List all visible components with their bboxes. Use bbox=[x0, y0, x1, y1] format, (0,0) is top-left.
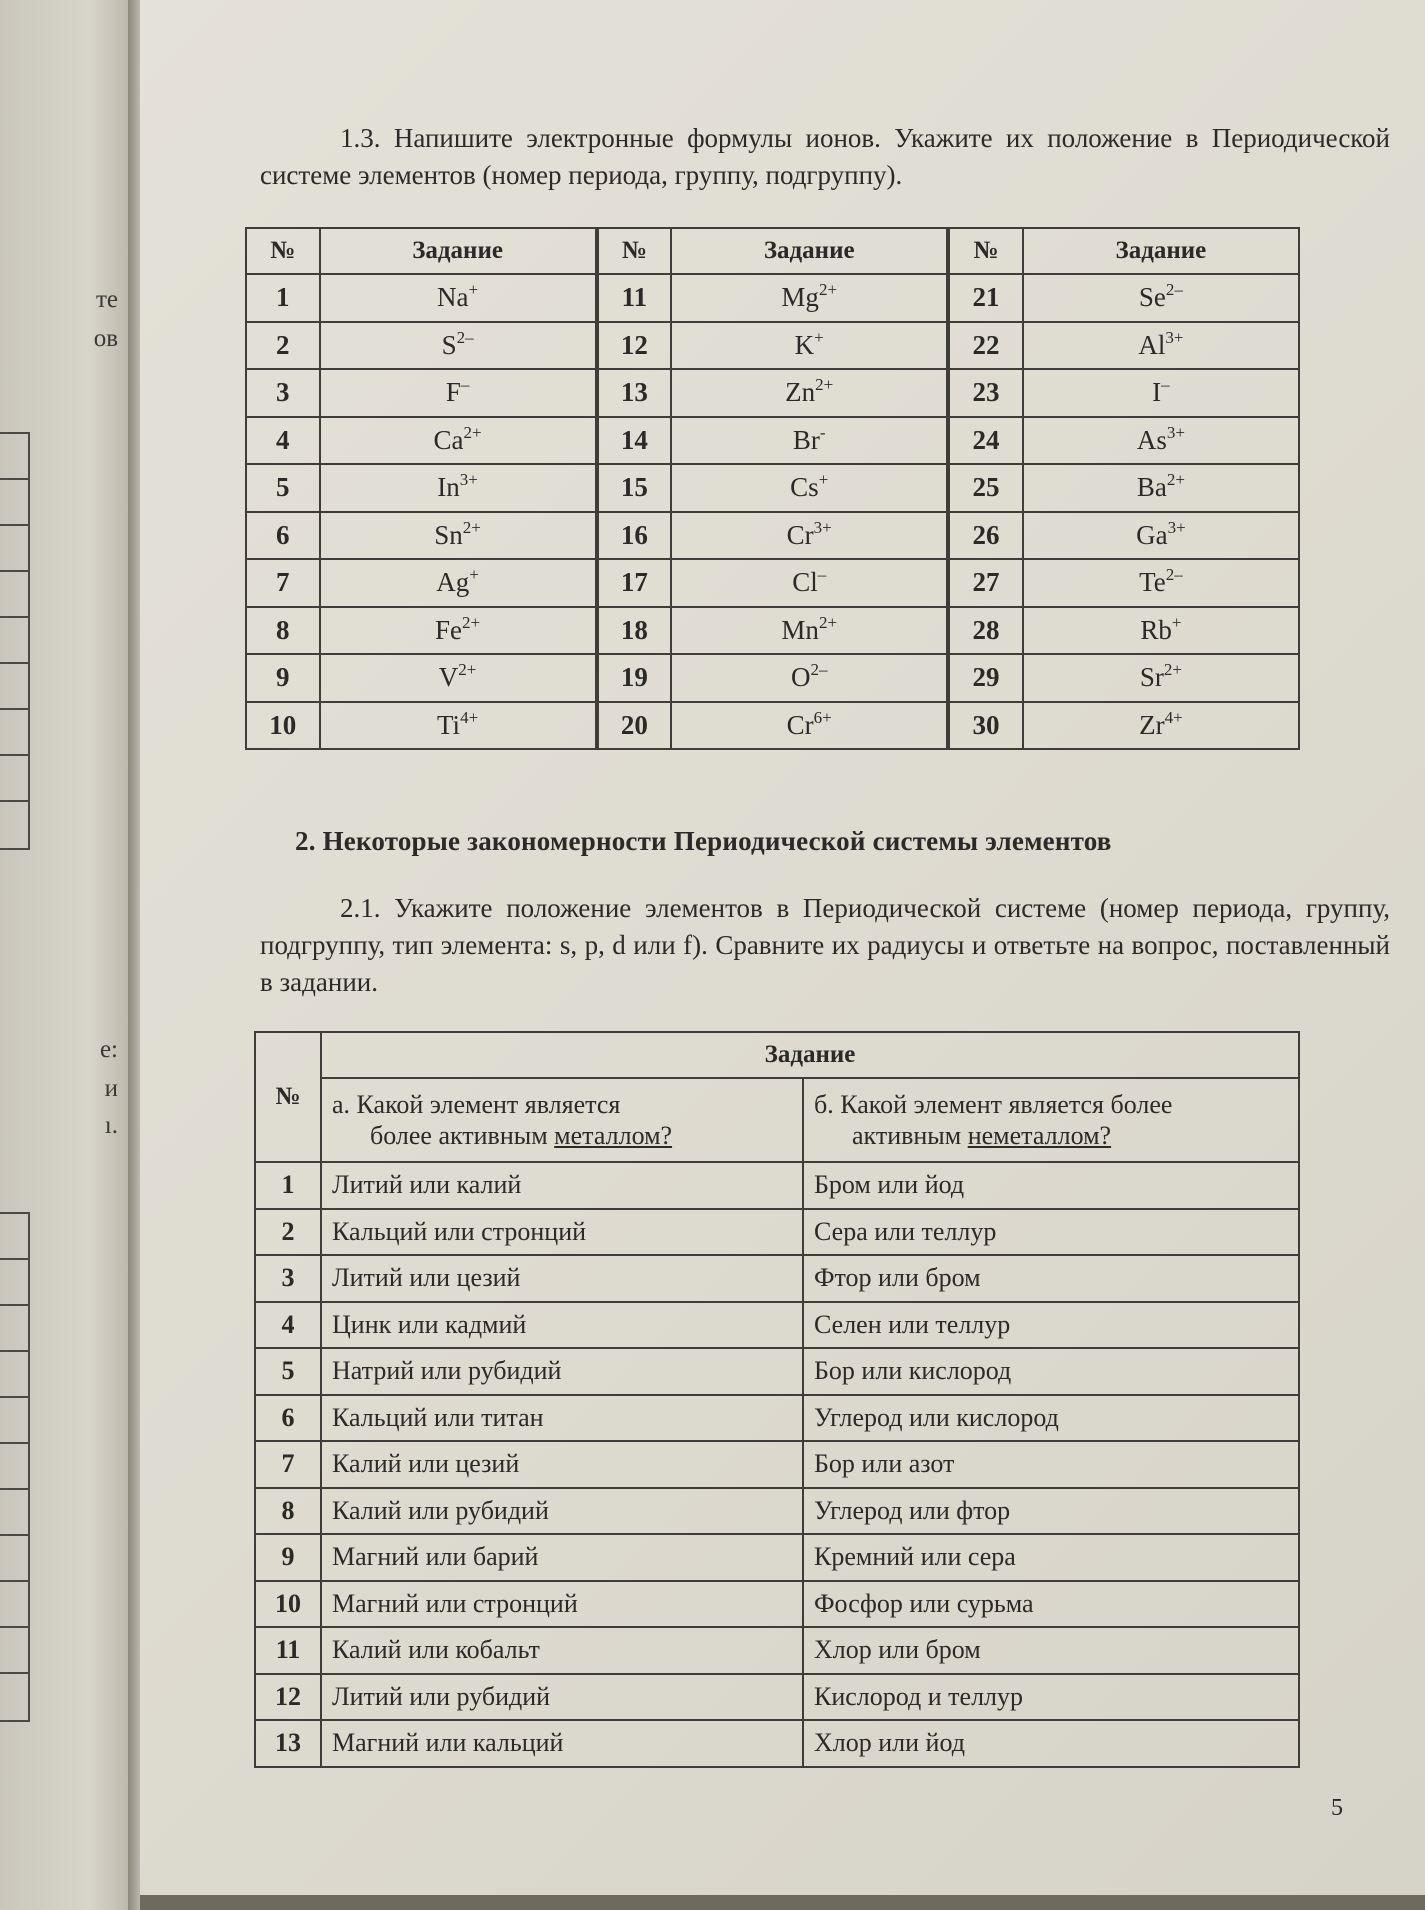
ion-number: 14 bbox=[597, 417, 672, 465]
ion-symbol: V bbox=[438, 662, 459, 693]
header-nonmetal-question bbox=[803, 1078, 1299, 1162]
ion-charge: – bbox=[1161, 375, 1170, 395]
activity-table-row bbox=[255, 1674, 1299, 1721]
ion-charge: – bbox=[460, 375, 470, 395]
ion-number: 22 bbox=[948, 322, 1023, 370]
edge-text-fragment: ı. bbox=[104, 1112, 118, 1139]
metal-pair: Калий или кобальт bbox=[321, 1627, 803, 1674]
ion-symbol: Cr bbox=[786, 709, 814, 740]
neighbour-page-edge bbox=[0, 0, 128, 1910]
edge-table-fragment bbox=[0, 432, 30, 850]
ion-symbol: Mn bbox=[781, 614, 819, 645]
ion-symbol: Mg bbox=[781, 282, 819, 313]
ion-symbol: As bbox=[1136, 424, 1167, 455]
ion-symbol: Zr bbox=[1139, 709, 1165, 740]
ions-table-header bbox=[246, 228, 1299, 274]
metal-pair: Литий или калий bbox=[321, 1162, 803, 1209]
ion-symbol: Fe bbox=[435, 614, 463, 645]
ion-number: 17 bbox=[597, 559, 672, 607]
ion-formula bbox=[671, 464, 948, 512]
ions-table bbox=[245, 227, 1300, 750]
ion-charge: 2+ bbox=[818, 280, 838, 300]
ion-formula bbox=[320, 654, 597, 702]
ion-formula bbox=[320, 464, 597, 512]
ion-symbol: Se bbox=[1138, 282, 1166, 313]
header-task: Задание bbox=[321, 1032, 1299, 1078]
ion-formula bbox=[1023, 607, 1299, 655]
ion-formula bbox=[1023, 274, 1299, 322]
header-nonmetal-line2 bbox=[814, 1120, 1288, 1151]
metal-pair: Магний или стронций bbox=[321, 1581, 803, 1628]
ion-charge: 3+ bbox=[813, 517, 832, 537]
ion-symbol: Cr bbox=[786, 519, 814, 550]
ion-symbol: F bbox=[445, 377, 461, 408]
ion-symbol: Al bbox=[1138, 329, 1166, 360]
row-number: 3 bbox=[255, 1255, 321, 1302]
ion-charge: 3+ bbox=[1167, 517, 1186, 537]
page-number: 5 bbox=[1331, 1795, 1343, 1821]
ion-number: 12 bbox=[597, 322, 672, 370]
nonmetal-pair: Углерод или фтор bbox=[803, 1488, 1299, 1535]
row-number: 7 bbox=[255, 1441, 321, 1488]
row-number: 5 bbox=[255, 1348, 321, 1395]
header-metal-line1: а. Какой элемент является bbox=[332, 1090, 621, 1119]
ion-formula bbox=[320, 322, 597, 370]
ion-number: 19 bbox=[597, 654, 672, 702]
metal-pair: Магний или барий bbox=[321, 1534, 803, 1581]
ion-formula bbox=[320, 607, 597, 655]
nonmetal-pair: Хлор или йод bbox=[803, 1720, 1299, 1767]
header-metal-line2-text: более активным bbox=[370, 1121, 555, 1150]
ion-formula bbox=[320, 512, 597, 560]
metal-pair: Калий или цезий bbox=[321, 1441, 803, 1488]
activity-header-row bbox=[255, 1032, 1299, 1078]
task-2-1-text-content: 2.1. Укажите положение элементов в Периодической системе (номер периода, группу, подгруппу, тип элемента: s, p, d или f). Сравните их радиусы и ответьте на вопрос, поставленный в задании. bbox=[260, 893, 1390, 997]
ion-formula bbox=[671, 512, 948, 560]
ions-table-row bbox=[246, 607, 1299, 655]
ion-formula bbox=[1023, 559, 1299, 607]
ion-formula bbox=[671, 369, 948, 417]
activity-table-row bbox=[255, 1720, 1299, 1767]
nonmetal-pair: Фосфор или сурьма bbox=[803, 1581, 1299, 1628]
ion-symbol: Ti bbox=[437, 709, 461, 740]
ion-symbol: O bbox=[790, 662, 811, 693]
ion-charge: 2+ bbox=[462, 517, 481, 537]
ion-number: 21 bbox=[948, 274, 1023, 322]
ion-symbol: Ag bbox=[436, 567, 470, 598]
activity-table-row bbox=[255, 1534, 1299, 1581]
ion-charge: 3+ bbox=[1165, 327, 1184, 347]
nonmetal-pair: Селен или теллур bbox=[803, 1302, 1299, 1349]
ion-formula bbox=[671, 274, 948, 322]
ion-charge: 2+ bbox=[818, 612, 838, 632]
metal-pair: Кальций или титан bbox=[321, 1395, 803, 1442]
ion-symbol: Ga bbox=[1136, 519, 1168, 550]
ion-formula bbox=[671, 559, 948, 607]
ion-symbol: S bbox=[441, 329, 457, 360]
ions-table-row bbox=[246, 559, 1299, 607]
metal-pair: Магний или кальций bbox=[321, 1720, 803, 1767]
header-metal-line2 bbox=[332, 1120, 792, 1151]
ion-symbol: Sr bbox=[1139, 662, 1164, 693]
ion-charge: 2+ bbox=[1166, 470, 1185, 490]
ion-formula bbox=[671, 417, 948, 465]
edge-text-fragment: те bbox=[95, 286, 118, 313]
activity-table-row bbox=[255, 1348, 1299, 1395]
ions-table-row bbox=[246, 274, 1299, 322]
edge-text-fragment: и bbox=[104, 1075, 118, 1102]
edge-text-fragment: ов bbox=[93, 325, 118, 352]
edge-table-fragment bbox=[0, 1212, 30, 1722]
ion-number: 15 bbox=[597, 464, 672, 512]
ion-charge: + bbox=[468, 280, 479, 300]
ion-number: 29 bbox=[948, 654, 1023, 702]
activity-table-row bbox=[255, 1581, 1299, 1628]
row-number: 2 bbox=[255, 1209, 321, 1256]
metal-pair: Литий или цезий bbox=[321, 1255, 803, 1302]
ion-symbol: Sn bbox=[434, 519, 463, 550]
ion-number: 25 bbox=[948, 464, 1023, 512]
ion-symbol: Te bbox=[1139, 567, 1166, 598]
edge-text-fragment: е: bbox=[99, 1036, 118, 1063]
header-no: № bbox=[597, 228, 672, 274]
ion-formula bbox=[1023, 702, 1299, 750]
ion-charge: 2+ bbox=[815, 375, 834, 395]
ion-symbol: Ca bbox=[433, 424, 464, 455]
task-2-1-text bbox=[260, 890, 1390, 1001]
header-nonmetal-line2-text: активным bbox=[852, 1121, 968, 1150]
ion-number: 10 bbox=[246, 702, 320, 750]
ion-symbol: Rb bbox=[1140, 614, 1172, 645]
ions-table-row bbox=[246, 417, 1299, 465]
row-number: 6 bbox=[255, 1395, 321, 1442]
activity-table-row bbox=[255, 1255, 1299, 1302]
ion-symbol: Br bbox=[792, 424, 820, 455]
activity-table-row bbox=[255, 1209, 1299, 1256]
ion-symbol: Ba bbox=[1136, 472, 1167, 503]
ion-number: 4 bbox=[246, 417, 320, 465]
ion-number: 23 bbox=[948, 369, 1023, 417]
ions-table-row bbox=[246, 322, 1299, 370]
ions-table-row bbox=[246, 512, 1299, 560]
ions-table-row bbox=[246, 369, 1299, 417]
row-number: 12 bbox=[255, 1674, 321, 1721]
metal-pair: Калий или рубидий bbox=[321, 1488, 803, 1535]
nonmetal-pair: Бор или кислород bbox=[803, 1348, 1299, 1395]
ion-formula bbox=[320, 559, 597, 607]
ion-charge: + bbox=[469, 565, 479, 585]
header-no: № bbox=[246, 228, 320, 274]
ion-number: 28 bbox=[948, 607, 1023, 655]
book-spine bbox=[128, 0, 140, 1910]
ion-charge: 2– bbox=[1165, 280, 1183, 300]
activity-table-row bbox=[255, 1302, 1299, 1349]
ion-symbol: Na bbox=[437, 282, 469, 313]
ion-symbol: Zn bbox=[785, 377, 816, 408]
header-metal-underlined: металлом? bbox=[554, 1121, 673, 1150]
ion-formula bbox=[320, 702, 597, 750]
nonmetal-pair: Кремний или сера bbox=[803, 1534, 1299, 1581]
row-number: 4 bbox=[255, 1302, 321, 1349]
header-metal-question bbox=[321, 1078, 803, 1162]
ion-symbol: I bbox=[1152, 377, 1162, 408]
ion-charge: 2– bbox=[1165, 565, 1183, 585]
ion-charge: + bbox=[818, 470, 829, 490]
ion-number: 3 bbox=[246, 369, 320, 417]
section-title: 2. Некоторые закономерности Периодической системы элементов bbox=[295, 826, 1112, 856]
ion-number: 7 bbox=[246, 559, 320, 607]
row-number: 1 bbox=[255, 1162, 321, 1209]
book-page bbox=[140, 0, 1425, 1895]
ion-formula bbox=[1023, 322, 1299, 370]
ion-charge: - bbox=[819, 422, 826, 442]
ion-symbol: Cs bbox=[790, 472, 819, 503]
ion-symbol: K bbox=[794, 329, 815, 360]
exercise-1-3-text bbox=[260, 120, 1390, 194]
ion-charge: 3+ bbox=[459, 470, 478, 490]
ion-charge: 3+ bbox=[1166, 422, 1185, 442]
activity-table-row bbox=[255, 1441, 1299, 1488]
ion-number: 27 bbox=[948, 559, 1023, 607]
ion-formula bbox=[1023, 417, 1299, 465]
nonmetal-pair: Бром или йод bbox=[803, 1162, 1299, 1209]
ion-number: 24 bbox=[948, 417, 1023, 465]
ion-charge: 2+ bbox=[1163, 660, 1182, 680]
nonmetal-pair: Кислород и теллур bbox=[803, 1674, 1299, 1721]
nonmetal-pair: Сера или теллур bbox=[803, 1209, 1299, 1256]
ion-charge: + bbox=[814, 327, 824, 347]
activity-table-row bbox=[255, 1627, 1299, 1674]
row-number: 8 bbox=[255, 1488, 321, 1535]
ion-formula bbox=[671, 607, 948, 655]
activity-subheader-row bbox=[255, 1078, 1299, 1162]
row-number: 9 bbox=[255, 1534, 321, 1581]
ion-charge: 6+ bbox=[813, 707, 832, 727]
header-nonmetal-line1: б. Какой элемент является более bbox=[814, 1090, 1173, 1119]
ion-number: 5 bbox=[246, 464, 320, 512]
ion-number: 6 bbox=[246, 512, 320, 560]
ion-number: 11 bbox=[597, 274, 672, 322]
ion-formula bbox=[1023, 369, 1299, 417]
ion-formula bbox=[1023, 512, 1299, 560]
row-number: 10 bbox=[255, 1581, 321, 1628]
metal-pair: Кальций или стронций bbox=[321, 1209, 803, 1256]
header-task: Задание bbox=[671, 228, 948, 274]
ion-number: 16 bbox=[597, 512, 672, 560]
row-number: 13 bbox=[255, 1720, 321, 1767]
ion-number: 30 bbox=[948, 702, 1023, 750]
ion-number: 2 bbox=[246, 322, 320, 370]
ion-number: 8 bbox=[246, 607, 320, 655]
ion-number: 13 bbox=[597, 369, 672, 417]
nonmetal-pair: Бор или азот bbox=[803, 1441, 1299, 1488]
header-task: Задание bbox=[1023, 228, 1299, 274]
ion-charge: 2+ bbox=[458, 660, 477, 680]
ion-symbol: Cl bbox=[792, 567, 818, 598]
ion-charge: 2– bbox=[810, 660, 828, 680]
ion-formula bbox=[1023, 464, 1299, 512]
nonmetal-pair: Хлор или бром bbox=[803, 1627, 1299, 1674]
ion-charge: + bbox=[1171, 612, 1182, 632]
ions-table-row bbox=[246, 702, 1299, 750]
ions-table-row bbox=[246, 654, 1299, 702]
row-number: 11 bbox=[255, 1627, 321, 1674]
ion-formula bbox=[1023, 654, 1299, 702]
activity-table-row bbox=[255, 1395, 1299, 1442]
nonmetal-pair: Углерод или кислород bbox=[803, 1395, 1299, 1442]
ion-number: 20 bbox=[597, 702, 672, 750]
metal-pair: Натрий или рубидий bbox=[321, 1348, 803, 1395]
ion-charge: 4+ bbox=[1164, 707, 1183, 727]
ion-formula bbox=[320, 274, 597, 322]
ion-symbol: In bbox=[437, 472, 460, 503]
activity-table bbox=[254, 1031, 1300, 1768]
exercise-1-3-text-content: 1.3. Напишите электронные формулы ионов. Укажите их положение в Периодической системе элементов (номер периода, группу, подгруппу). bbox=[260, 123, 1390, 190]
ion-number: 9 bbox=[246, 654, 320, 702]
ion-charge: – bbox=[817, 565, 827, 585]
metal-pair: Цинк или кадмий bbox=[321, 1302, 803, 1349]
ion-charge: 4+ bbox=[460, 707, 479, 727]
header-no: № bbox=[948, 228, 1023, 274]
ion-formula bbox=[671, 322, 948, 370]
activity-table-row bbox=[255, 1162, 1299, 1209]
header-task: Задание bbox=[320, 228, 597, 274]
ion-charge: 2– bbox=[456, 327, 474, 347]
header-no: № bbox=[255, 1032, 321, 1162]
ion-formula bbox=[671, 702, 948, 750]
ions-table-row bbox=[246, 464, 1299, 512]
metal-pair: Литий или рубидий bbox=[321, 1674, 803, 1721]
ion-charge: 2+ bbox=[463, 422, 482, 442]
ion-formula bbox=[320, 369, 597, 417]
activity-table-row bbox=[255, 1488, 1299, 1535]
nonmetal-pair: Фтор или бром bbox=[803, 1255, 1299, 1302]
ion-charge: 2+ bbox=[462, 612, 481, 632]
ion-number: 26 bbox=[948, 512, 1023, 560]
ion-number: 18 bbox=[597, 607, 672, 655]
ion-formula bbox=[320, 417, 597, 465]
header-nonmetal-underlined: неметаллом? bbox=[967, 1121, 1112, 1150]
ion-formula bbox=[671, 654, 948, 702]
ion-number: 1 bbox=[246, 274, 320, 322]
